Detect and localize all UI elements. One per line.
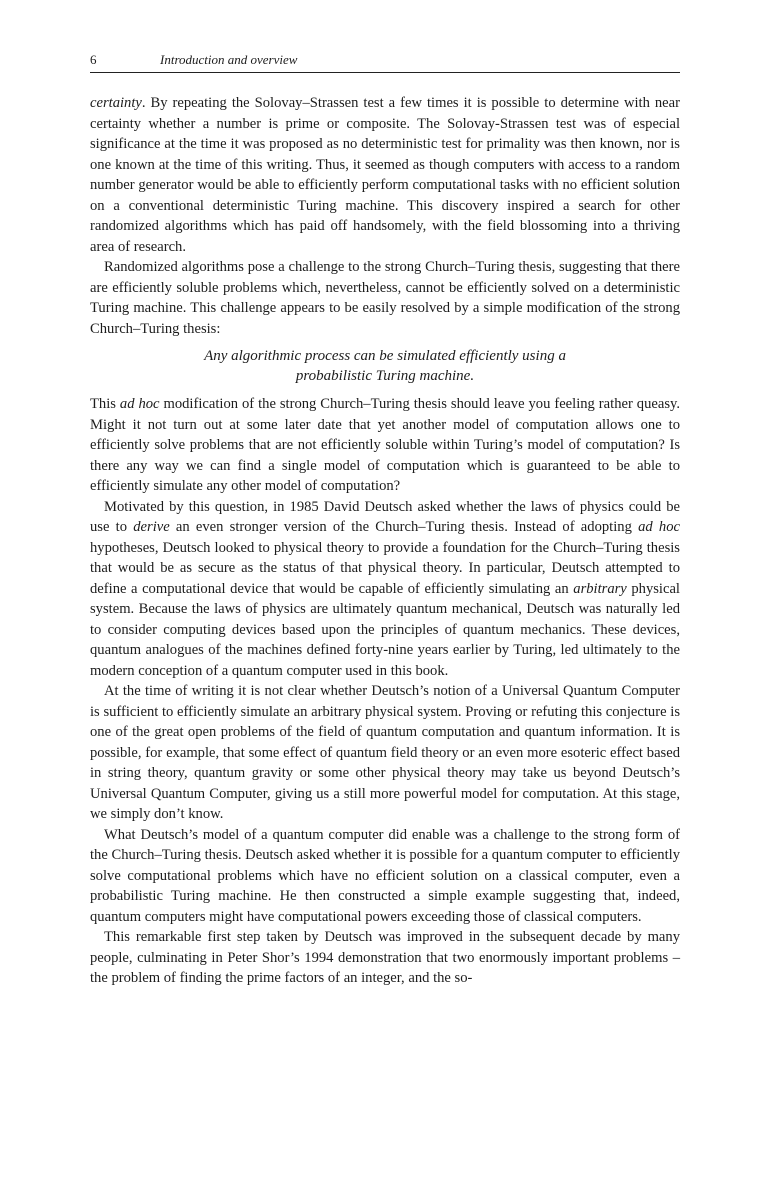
text-run: an even stronger version of the Church–Turing thesis. Instead of adopting (169, 519, 639, 535)
page-number: 6 (90, 52, 97, 67)
text-run: This (90, 396, 120, 412)
book-page (90, 50, 680, 989)
text-run: Randomized algorithms pose a challenge to the strong Church–Turing thesis, suggesting that there are efficiently soluble problems which, nevertheless, cannot be efficiently solved on a deterministic Turing machine. This challenge appears to be easily resolved by a simple modification of the strong Church–Turing thesis: (90, 259, 680, 337)
thesis-line-1: Any algorithmic process can be simulated efficiently using a (204, 348, 566, 364)
thesis-statement (90, 346, 680, 386)
paragraph-1 (90, 93, 680, 257)
paragraph-6 (90, 825, 680, 928)
emphasis: derive (133, 519, 170, 535)
paragraph-7 (90, 927, 680, 989)
emphasis: certainty (90, 95, 142, 111)
text-run: hypotheses, Deutsch looked to physical theory to provide a foundation for the Church–Turing thesis that would be as secure as the status of that physical theory. In particular, Deutsch attempted to define a computational device that would be capable of efficiently simulating an (90, 539, 680, 597)
text-run: Motivated by this question, in 1985 David Deutsch asked whether the laws of physics could be use to (90, 498, 680, 535)
text-run: physical system. Because the laws of physics are ultimately quantum mechanical, Deutsch was naturally led to consider computing devices based upon the principles of quantum mechanics. These devices, quantum analogues of the machines defined forty-nine years earlier by Turing, led ultimately to the modern conception of a quantum computer used in this book. (90, 580, 680, 679)
paragraph-3 (90, 394, 680, 497)
page-header (90, 50, 680, 73)
paragraph-2 (90, 257, 680, 339)
thesis-line-2: probabilistic Turing machine. (295, 368, 475, 384)
paragraph-4 (90, 497, 680, 682)
text-run: This remarkable first step taken by Deutsch was improved in the subsequent decade by many people, culminating in Peter Shor’s 1994 demonstration that two enormously important problems – the problem of finding the prime factors of an integer, and the so- (90, 929, 680, 986)
paragraph-5 (90, 681, 680, 825)
text-run: . By repeating the Solovay–Strassen test a few times it is possible to determine with near certainty whether a number is prime or composite. The Solovay-Strassen test was of especial significance at the time it was proposed as no deterministic test for primality was then known, nor is one known at the time of this writing. Thus, it seemed as though computers with access to a random number generator would be able to efficiently perform computational tasks with no efficient solution on a conventional deterministic Turing machine. This discovery inspired a search for other randomized algorithms which has paid off handsomely, with the field blossoming into a thriving area of research. (90, 95, 680, 255)
emphasis: ad hoc (638, 519, 680, 535)
running-head: Introduction and overview (160, 52, 298, 67)
text-run: What Deutsch’s model of a quantum computer did enable was a challenge to the strong form of the Church–Turing thesis. Deutsch asked whether it is possible for a quantum computer to efficiently solve computational problems which have no efficient solution on a classical computer, even a probabilistic Turing machine. He then constructed a simple example suggesting that, indeed, quantum computers might have computational powers exceeding those of classical computers. (90, 826, 680, 925)
text-run: modification of the strong Church–Turing thesis should leave you feeling rather queasy. Might it not turn out at some later date that yet another model of computation allows one to efficiently solve problems that are not efficiently soluble within Turing’s model of computation? Is there any way we can find a single model of computation which is guaranteed to be able to efficiently simulate any other model of computation? (90, 396, 681, 494)
text-run: At the time of writing it is not clear whether Deutsch’s notion of a Universal Quantum Computer is sufficient to efficiently simulate an arbitrary physical system. Proving or refuting this conjecture is one of the great open problems of the field of quantum computation and quantum information. It is possible, for example, that some effect of quantum field theory or an even more esoteric effect based in string theory, quantum gravity or some other physical theory may take us beyond Deutsch’s Universal Quantum Computer, giving us a still more powerful model for computation. At this stage, we simply don’t know. (90, 683, 680, 822)
emphasis: ad hoc (119, 396, 160, 412)
page-body (90, 93, 680, 989)
emphasis: arbitrary (573, 580, 627, 597)
